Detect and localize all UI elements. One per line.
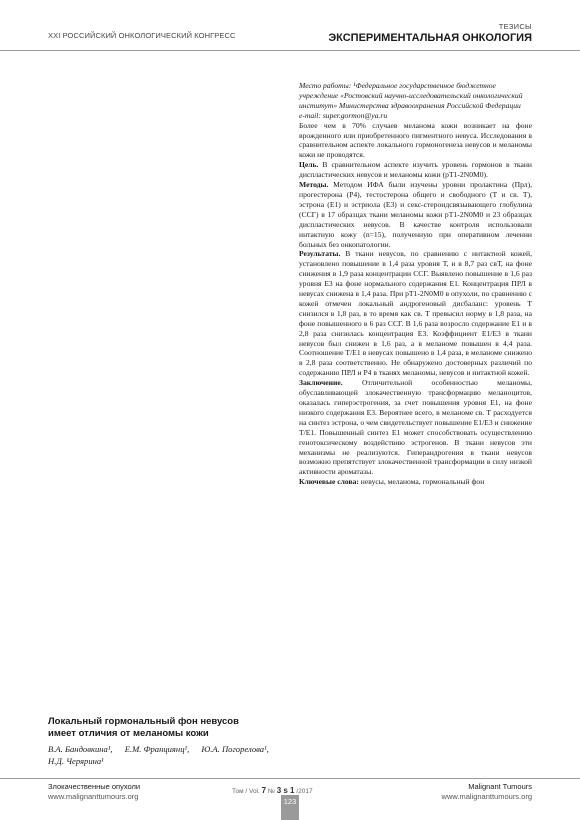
journal-ru [48,782,140,802]
intro-paragraph: Более чем в 70% случаев меланома кожи возникает на фоне врожденного или приобретенного пигментного невуса. Исследования в сравнительном аспекте локального гормоногенеза невусов и меланомы кожи не проводятся. [299,120,532,160]
results-text: В ткани невусов, по сравнению с интактной кожей, установлено повышение в 1,4 раза уровня Т, и в 8,7 раз свТ, на фоне снижения в 1,9 раза концентрации ССГ. Выявлено повышение в 1,6 раз уровня Е3 на фоне нормального содержания Е1. Концентрация ПРЛ в невусах снижена в 1,4 раза. При pT1-2N0M0 в опухоли, по сравнению с кожей отмечен локальный андрогеновый дисбаланс: уровень Т снизился в 1,8 раз, в то время как св. Т превысил норму в 1,8 раза, на фоне повышенного в 6 раз ССГ. В 1,6 раза возросло содержание Е1 и в 2,8 раза снизилась концентрация Е3. Коэффициент Е1/Е3 в ткани невусов был снижен в 1,6 раз, а в меланоме повышен в 4,4 раза. Соотношение Т/Е1 в невусах повышено в 1,4 раза, в меланоме снижено в 2,8 раза соответственно. Не обнаружено достоверных различий по содержанию ПРЛ и Р4 в тканях меланомы, невусов и интактной кожей. [299,249,532,378]
article-title-line: имеет отличия от меланомы кожи [48,727,209,739]
methods-text: Методом ИФА были изучены уровни пролактина (Прл), прогестерона (Р4), тестостерона общего и свободного (Т и св. Т), эстрона (Е1) и эстриола (Е3) и секс-стероидсвязывающего глобулина (ССГ) в 17 образцах ткани меланомы кожи pT1-2N0M0 и 23 образцах диспластических невусов. В качестве контроля использовали интактную кожу (n=15), полученную при оперативном лечении больных без онкопатологии. [299,180,532,249]
author-name: Ю.А. Погорелова¹, [201,744,269,754]
issue-number: 3 s 1 [276,786,295,795]
author-name: Е.М. Франциянц¹, [124,744,190,754]
volume-prefix: Том / Vol. [232,788,260,795]
header-divider [0,50,580,51]
article-title-line: Локальный гормональный фон невусов [48,716,239,727]
page-number: 123 [281,795,299,820]
congress-name: XXI РОССИЙСКИЙ ОНКОЛОГИЧЕСКИЙ КОНГРЕСС [48,31,236,40]
author-line [48,743,348,755]
year: /2017 [296,788,313,795]
issue-prefix: № [267,788,275,795]
methods-label: Методы. [299,180,329,190]
aim-paragraph [299,160,532,180]
author-list [48,743,348,767]
author-name: В.А. Бандовкина¹, [48,744,113,754]
section-heading [328,22,532,45]
journal-title-en: Malignant Tumours [468,782,532,791]
journal-title-ru: Злокачественные опухоли [48,782,141,791]
keywords-text: невусы, меланома, гормональный фон [358,477,485,487]
aim-label: Цель. [299,160,319,170]
affiliation: Место работы: ¹Федеральное государственное бюджетное учреждение «Ростовский научно-исследовательский онкологический институт» Министерства здравоохранения Российской Федерации [299,81,523,110]
methods-paragraph [299,180,532,249]
author-line [48,755,348,767]
category-label: ЭКСПЕРИМЕНТАЛЬНАЯ ОНКОЛОГИЯ [328,32,532,44]
article-title [48,716,468,739]
results-label: Результаты. [299,249,341,259]
conclusion-label: Заключение. [299,378,343,388]
journal-en [442,782,532,802]
section-label: ТЕЗИСЫ [498,22,532,31]
keywords-paragraph [299,477,532,487]
aim-text: В сравнительном аспекте изучить уровень гормонов в ткани диспластических невусов и меланомы кожи (pT1-2N0M0). [299,160,532,180]
abstract-body [299,81,532,487]
journal-url-right[interactable]: www.malignanttumours.org [441,792,532,801]
conclusion-text: Отличительной особенностью меланомы, обуславливающей злокачественную трансформацию меланоцитов, оказалась гиперэстрогения, за счет повышения уровня Е1, на фоне низкого содержания Е3. Вероятнее всего, в меланоме св. Т расходуется на синтез эстрона, о чем свидетельствует повышение Е1/Е3 и снижение Т/Е1. Повышенный синтез Е1 может способствовать осуществлению генотоксическому воздействию эстрогенов. В ткани невусов эти механизмы не реализуются. Гиперандрогения в ткани невусов возможно препятствует злокачественной трансформации в силу низкой активности ароматазы. [299,378,532,477]
email-line: e-mail: super.gormon@ya.ru [299,110,388,120]
footer-divider [0,778,580,779]
volume-info [232,786,313,795]
volume-number: 7 [261,786,267,795]
results-paragraph [299,249,532,378]
conclusion-paragraph [299,378,532,477]
author-name: Н.Д. Черярина¹ [48,756,104,766]
journal-url-left[interactable]: www.malignanttumours.org [48,792,139,801]
keywords-label: Ключевые слова: [299,477,359,487]
